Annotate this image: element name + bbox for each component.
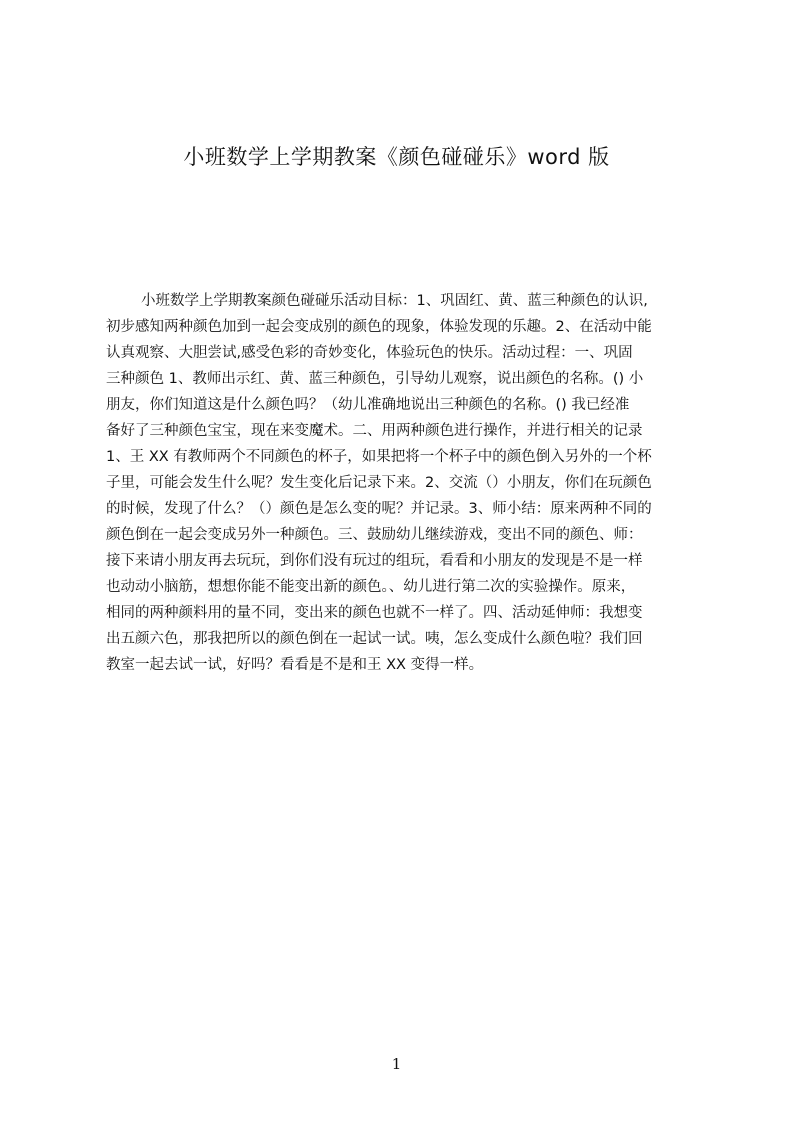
body-line: 1、王 XX 有教师两个不同颜色的杯子，如果把将一个杯子中的颜色倒入另外的一个杯 [106,449,652,465]
document-title: 小班数学上学期教案《颜色碰碰乐》word 版 [183,145,610,169]
body-line: 认真观察、大胆尝试,感受色彩的奇妙变化，体验玩色的快乐。活动过程：一、巩固 [106,345,633,361]
page-number: 1 [391,1055,402,1073]
body-line: 教室一起去试一试，好吗？看看是不是和王 XX 变得一样。 [106,657,484,673]
document-body [106,288,698,678]
body-line: 相同的两种颜料用的量不同，变出来的颜色也就不一样了。四、活动延伸师：我想变 [106,605,643,621]
body-line: 子里，可能会发生什么呢？发生变化后记录下来。2、交流（）小朋友，你们在玩颜色 [106,475,652,491]
body-line: 出五颜六色，那我把所以的颜色倒在一起试一试。咦，怎么变成什么颜色啦？我们回 [106,631,643,647]
body-line: 朋友，你们知道这是什么颜色吗？（幼儿准确地说出三种颜色的名称。() 我已经准 [106,397,630,413]
body-line: 三种颜色 1、教师出示红、黄、蓝三种颜色，引导幼儿观察，说出颜色的名称。() 小 [106,371,644,387]
body-line: 的时候，发现了什么？（）颜色是怎么变的呢？并记录。3、师小结：原来两种不同的 [106,501,652,517]
body-line: 接下来请小朋友再去玩玩，到你们没有玩过的组玩，看看和小朋友的发现是不是一样 [106,553,643,569]
body-line: 备好了三种颜色宝宝，现在来变魔术。二、用两种颜色进行操作，并进行相关的记录 [106,423,643,439]
body-line: 小班数学上学期教案颜色碰碰乐活动目标：1、巩固红、黄、蓝三种颜色的认识, [141,293,648,309]
body-line: 颜色倒在一起会变成另外一种颜色。三、鼓励幼儿继续游戏，变出不同的颜色、师： [106,527,643,543]
body-line: 也动动小脑筋，想想你能不能变出新的颜色。、幼儿进行第二次的实验操作。原来， [106,579,636,595]
body-line: 初步感知两种颜色加到一起会变成别的颜色的现象，体验发现的乐趣。2、在活动中能 [106,319,652,335]
